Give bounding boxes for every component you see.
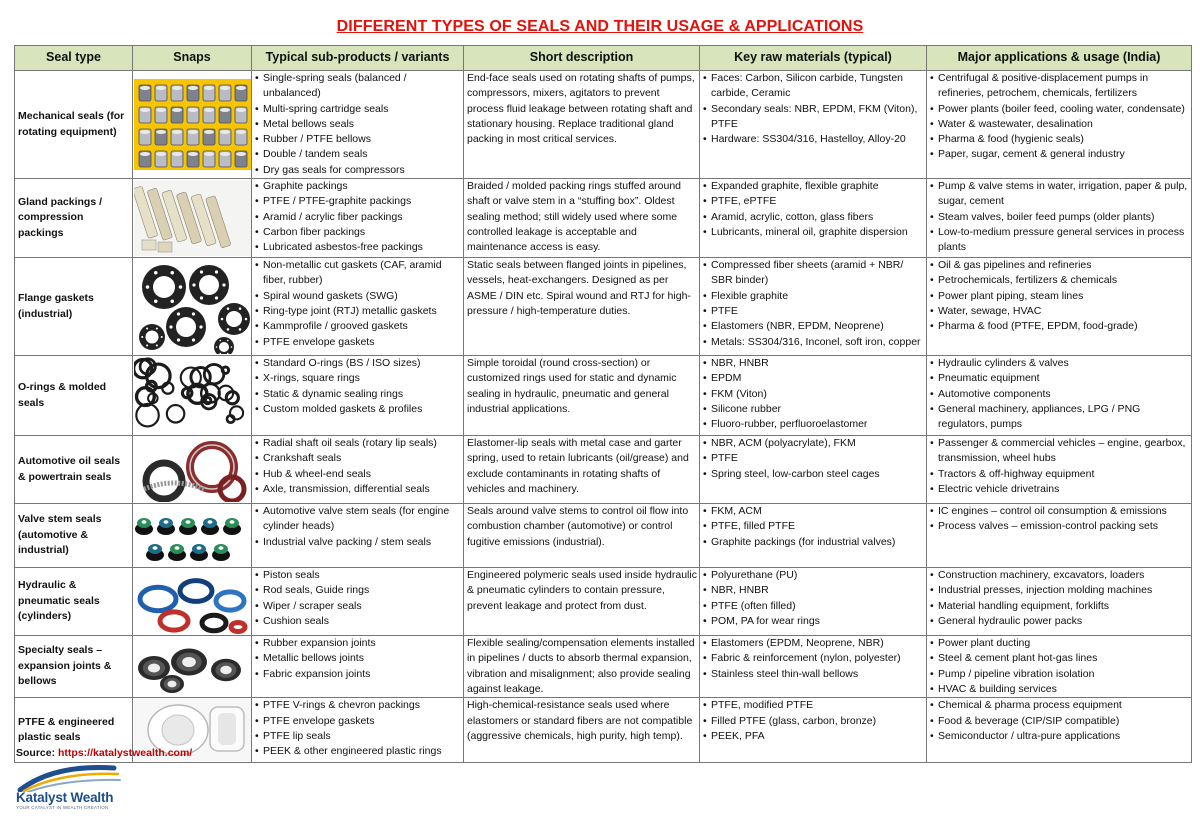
materials-item: • Spring steel, low-carbon steel cages — [703, 467, 924, 482]
applications-item: • Low-to-medium pressure general services in process plants — [930, 225, 1189, 256]
snap-cell — [133, 179, 252, 258]
column-header-description: Short description — [464, 46, 700, 71]
logo-name: Katalyst Wealth — [16, 790, 114, 805]
variants-item: • Spiral wound gaskets (SWG) — [255, 289, 461, 304]
snap-cell — [133, 568, 252, 636]
materials-item: • PTFE, filled PTFE — [703, 519, 924, 534]
variants-item: • PTFE V-rings & chevron packings — [255, 698, 461, 713]
materials-item: • Expanded graphite, flexible graphite — [703, 179, 924, 194]
materials-item: • Metals: SS304/316, Inconel, soft iron, copper — [703, 335, 924, 350]
materials-item: • Compressed fiber sheets (aramid + NBR/ SBR binder) — [703, 258, 924, 289]
applications-list — [930, 179, 1189, 255]
materials-item: • NBR, HNBR — [703, 583, 924, 598]
variants-cell — [252, 179, 464, 258]
applications-cell — [927, 71, 1192, 179]
oil-seals-photo — [134, 437, 251, 502]
materials-item: • EPDM — [703, 371, 924, 386]
applications-cell — [927, 356, 1192, 436]
table-row — [15, 258, 1192, 356]
seal-type-cell: Hydraulic & pneumatic seals (cylinders) — [15, 568, 133, 636]
variants-item: • Cushion seals — [255, 614, 461, 629]
variants-item: • Hub & wheel-end seals — [255, 467, 461, 482]
applications-list — [930, 504, 1189, 535]
variants-item: • Kammprofile / grooved gaskets — [255, 319, 461, 334]
gland-packings-photo — [134, 180, 251, 256]
materials-item: • PTFE, modified PTFE — [703, 698, 924, 713]
materials-list — [703, 356, 924, 432]
expansion-joints-photo — [134, 638, 251, 696]
applications-list — [930, 71, 1189, 163]
variants-list — [255, 504, 461, 550]
materials-list — [703, 636, 924, 682]
materials-item: • Elastomers (NBR, EPDM, Neoprene) — [703, 319, 924, 334]
applications-list — [930, 698, 1189, 744]
applications-list — [930, 636, 1189, 697]
applications-item: • Semiconductor / ultra-pure applications — [930, 729, 1189, 744]
applications-item: • Water, sewage, HVAC — [930, 304, 1189, 319]
materials-cell — [700, 71, 927, 179]
applications-item: • General machinery, appliances, LPG / PNG regulators, pumps — [930, 402, 1189, 433]
applications-cell — [927, 698, 1192, 763]
table-header-row — [15, 46, 1192, 71]
variants-list — [255, 258, 461, 350]
variants-item: • Rubber expansion joints — [255, 636, 461, 651]
o-rings-photo — [134, 357, 251, 434]
variants-list — [255, 356, 461, 417]
seal-type-cell: PTFE & engineered plastic seals — [15, 698, 133, 763]
applications-item: • Industrial presses, injection molding machines — [930, 583, 1189, 598]
variants-item: • Dry gas seals for compressors — [255, 163, 461, 178]
description-cell: End-face seals used on rotating shafts of pumps, compressors, mixers, agitators to prevent process fluid leakage between rotating shaft and stationary housing. Replace traditional gland packing in most critical services. — [464, 71, 700, 179]
variants-item: • Metal bellows seals — [255, 117, 461, 132]
variants-item: • Aramid / acrylic fiber packings — [255, 210, 461, 225]
applications-item: • Pharma & food (PTFE, EPDM, food-grade) — [930, 319, 1189, 334]
materials-item: • Silicone rubber — [703, 402, 924, 417]
materials-cell — [700, 258, 927, 356]
variants-list — [255, 698, 461, 759]
seal-type-cell: Specialty seals – expansion joints & bellows — [15, 636, 133, 698]
seal-type-cell: Mechanical seals (for rotating equipment) — [15, 71, 133, 179]
materials-cell — [700, 504, 927, 568]
description-cell: Flexible sealing/compensation elements installed in pipelines / ducts to absorb thermal expansion, vibration and misalignment; also provide sealing against leakage. — [464, 636, 700, 698]
variants-item: • X-rings, square rings — [255, 371, 461, 386]
seal-type-cell: Flange gaskets (industrial) — [15, 258, 133, 356]
variants-item: • Radial shaft oil seals (rotary lip seals) — [255, 436, 461, 451]
materials-item: • FKM, ACM — [703, 504, 924, 519]
column-header-variants: Typical sub-products / variants — [252, 46, 464, 71]
variants-item: • Non-metallic cut gaskets (CAF, aramid fiber, rubber) — [255, 258, 461, 289]
applications-item: • Automotive components — [930, 387, 1189, 402]
applications-cell — [927, 179, 1192, 258]
materials-cell — [700, 356, 927, 436]
variants-item: • PTFE lip seals — [255, 729, 461, 744]
source-note — [16, 747, 192, 759]
applications-list — [930, 258, 1189, 334]
seal-type-cell: Automotive oil seals & powertrain seals — [15, 436, 133, 504]
seal-type-cell: Gland packings / compression packings — [15, 179, 133, 258]
applications-item: • IC engines – control oil consumption & emissions — [930, 504, 1189, 519]
table-row — [15, 436, 1192, 504]
applications-list — [930, 356, 1189, 432]
variants-item: • Crankshaft seals — [255, 451, 461, 466]
source-label: Source: — [16, 747, 59, 759]
applications-item: • Steel & cement plant hot-gas lines — [930, 651, 1189, 666]
applications-item: • Water & wastewater, desalination — [930, 117, 1189, 132]
materials-item: • Fabric & reinforcement (nylon, polyester) — [703, 651, 924, 666]
column-header-snaps: Snaps — [133, 46, 252, 71]
applications-item: • Pump / pipeline vibration isolation — [930, 667, 1189, 682]
materials-item: • Lubricants, mineral oil, graphite dispersion — [703, 225, 924, 240]
applications-cell — [927, 504, 1192, 568]
variants-item: • Automotive valve stem seals (for engine cylinder heads) — [255, 504, 461, 535]
column-header-applications: Major applications & usage (India) — [927, 46, 1192, 71]
applications-item: • Passenger & commercial vehicles – engine, gearbox, transmission, wheel hubs — [930, 436, 1189, 467]
materials-item: • Polyurethane (PU) — [703, 568, 924, 583]
variants-item: • Lubricated asbestos-free packings — [255, 240, 461, 255]
variants-cell — [252, 356, 464, 436]
applications-cell — [927, 258, 1192, 356]
materials-list — [703, 568, 924, 629]
table-row — [15, 71, 1192, 179]
materials-cell — [700, 436, 927, 504]
variants-item: • Industrial valve packing / stem seals — [255, 535, 461, 550]
variants-item: • PEEK & other engineered plastic rings — [255, 744, 461, 759]
seal-type-cell: Valve stem seals (automotive & industrial) — [15, 504, 133, 568]
materials-item: • Faces: Carbon, Silicon carbide, Tungsten carbide, Ceramic — [703, 71, 924, 102]
applications-item: • Pump & valve stems in water, irrigation, paper & pulp, sugar, cement — [930, 179, 1189, 210]
snap-cell — [133, 436, 252, 504]
variants-item: • Metallic bellows joints — [255, 651, 461, 666]
applications-item: • Power plants (boiler feed, cooling water, condensate) — [930, 102, 1189, 117]
variants-list — [255, 636, 461, 682]
variants-item: • Static & dynamic sealing rings — [255, 387, 461, 402]
description-cell: High-chemical-resistance seals used where elastomers or standard fibers are not compatible (aggressive chemicals, high purity, high temp). — [464, 698, 700, 763]
variants-item: • Ring-type joint (RTJ) metallic gaskets — [255, 304, 461, 319]
snap-cell — [133, 258, 252, 356]
variants-item: • Carbon fiber packings — [255, 225, 461, 240]
applications-cell — [927, 636, 1192, 698]
materials-item: • PTFE — [703, 304, 924, 319]
description-cell: Braided / molded packing rings stuffed around shaft or valve stem in a “stuffing box”. Oldest sealing method; still widely used where some controlled leakage is acceptable and maintenance access is easy. — [464, 179, 700, 258]
applications-item: • Steam valves, boiler feed pumps (older plants) — [930, 210, 1189, 225]
snap-cell — [133, 71, 252, 179]
description-cell: Elastomer-lip seals with metal case and garter spring, used to retain lubricants (oil/grease) and exclude contaminants in rotating shafts of vehicles and machinery. — [464, 436, 700, 504]
description-cell: Seals around valve stems to control oil flow into combustion chamber (automotive) or control fugitive emissions (industrial). — [464, 504, 700, 568]
mechanical-seals-photo — [134, 79, 251, 170]
materials-item: • Flexible graphite — [703, 289, 924, 304]
materials-item: • FKM (Viton) — [703, 387, 924, 402]
materials-list — [703, 71, 924, 147]
variants-list — [255, 568, 461, 629]
variants-list — [255, 436, 461, 497]
variants-cell — [252, 71, 464, 179]
materials-item: • PEEK, PFA — [703, 729, 924, 744]
materials-item: • Hardware: SS304/316, Hastelloy, Alloy-20 — [703, 132, 924, 147]
applications-item: • Construction machinery, excavators, loaders — [930, 568, 1189, 583]
variants-cell — [252, 698, 464, 763]
applications-cell — [927, 568, 1192, 636]
applications-list — [930, 568, 1189, 629]
materials-cell — [700, 179, 927, 258]
description-cell: Simple toroidal (round cross-section) or customized rings used for static and dynamic sealing in hydraulic, pneumatic and general industrial applications. — [464, 356, 700, 436]
materials-list — [703, 436, 924, 482]
variants-list — [255, 179, 461, 255]
table-row — [15, 179, 1192, 258]
materials-item: • Secondary seals: NBR, EPDM, FKM (Viton), PTFE — [703, 102, 924, 133]
materials-item: • NBR, HNBR — [703, 356, 924, 371]
variants-cell — [252, 504, 464, 568]
materials-cell — [700, 698, 927, 763]
applications-item: • Paper, sugar, cement & general industry — [930, 147, 1189, 162]
applications-item: • HVAC & building services — [930, 682, 1189, 697]
materials-item: • PTFE — [703, 451, 924, 466]
materials-item: • POM, PA for wear rings — [703, 614, 924, 629]
applications-item: • Centrifugal & positive-displacement pumps in refineries, petrochem, chemicals, fertilizers — [930, 71, 1189, 102]
variants-cell — [252, 258, 464, 356]
materials-item: • Aramid, acrylic, cotton, glass fibers — [703, 210, 924, 225]
table-row — [15, 504, 1192, 568]
applications-item: • Hydraulic cylinders & valves — [930, 356, 1189, 371]
materials-item: • Filled PTFE (glass, carbon, bronze) — [703, 714, 924, 729]
description-cell: Static seals between flanged joints in pipelines, vessels, heat-exchangers. Designed as per ASME / DIN etc. Spiral wound and RTJ for high-pressure / high-temperature duties. — [464, 258, 700, 356]
variants-cell — [252, 636, 464, 698]
variants-item: • Single-spring seals (balanced / unbalanced) — [255, 71, 461, 102]
page-title: DIFFERENT TYPES OF SEALS AND THEIR USAGE & APPLICATIONS — [336, 18, 864, 35]
flange-gaskets-photo — [134, 259, 251, 354]
variants-item: • Axle, transmission, differential seals — [255, 482, 461, 497]
variants-item: • Wiper / scraper seals — [255, 599, 461, 614]
snap-cell — [133, 504, 252, 568]
applications-item: • Process valves – emission-control packing sets — [930, 519, 1189, 534]
applications-list — [930, 436, 1189, 497]
applications-item: • Pharma & food (hygienic seals) — [930, 132, 1189, 147]
applications-item: • Power plant ducting — [930, 636, 1189, 651]
column-header-materials: Key raw materials (typical) — [700, 46, 927, 71]
variants-item: • PTFE envelope gaskets — [255, 714, 461, 729]
materials-list — [703, 258, 924, 350]
table-row — [15, 636, 1192, 698]
materials-cell — [700, 636, 927, 698]
variants-item: • Double / tandem seals — [255, 147, 461, 162]
seals-table — [14, 45, 1192, 763]
materials-item: • Elastomers (EPDM, Neoprene, NBR) — [703, 636, 924, 651]
materials-list — [703, 504, 924, 550]
variants-item: • Rubber / PTFE bellows — [255, 132, 461, 147]
variants-item: • Standard O-rings (BS / ISO sizes) — [255, 356, 461, 371]
column-header-seal-type: Seal type — [15, 46, 133, 71]
logo-swoosh-icon — [14, 760, 130, 792]
applications-item: • General hydraulic power packs — [930, 614, 1189, 629]
description-cell: Engineered polymeric seals used inside hydraulic & pneumatic cylinders to contain pressure, prevent leakage and protect from dust. — [464, 568, 700, 636]
variants-item: • Rod seals, Guide rings — [255, 583, 461, 598]
materials-list — [703, 698, 924, 744]
applications-item: • Material handling equipment, forklifts — [930, 599, 1189, 614]
applications-item: • Power plant piping, steam lines — [930, 289, 1189, 304]
materials-item: • Fluoro-rubber, perfluoroelastomer — [703, 417, 924, 432]
applications-cell — [927, 436, 1192, 504]
variants-item: • PTFE envelope gaskets — [255, 335, 461, 350]
variants-item: • Piston seals — [255, 568, 461, 583]
materials-cell — [700, 568, 927, 636]
variants-item: • Graphite packings — [255, 179, 461, 194]
variants-item: • Custom molded gaskets & profiles — [255, 402, 461, 417]
materials-item: • PTFE, ePTFE — [703, 194, 924, 209]
hydraulic-seals-photo — [134, 569, 251, 634]
variants-cell — [252, 436, 464, 504]
applications-item: • Chemical & pharma process equipment — [930, 698, 1189, 713]
materials-item: • PTFE (often filled) — [703, 599, 924, 614]
source-link[interactable]: https://katalystwealth.com/ — [58, 747, 193, 759]
applications-item: • Petrochemicals, fertilizers & chemicals — [930, 273, 1189, 288]
snap-cell — [133, 636, 252, 698]
variants-list — [255, 71, 461, 178]
materials-item: • Graphite packings (for industrial valves) — [703, 535, 924, 550]
applications-item: • Tractors & off-highway equipment — [930, 467, 1189, 482]
materials-list — [703, 179, 924, 240]
applications-item: • Food & beverage (CIP/SIP compatible) — [930, 714, 1189, 729]
applications-item: • Oil & gas pipelines and refineries — [930, 258, 1189, 273]
snap-cell — [133, 356, 252, 436]
materials-item: • NBR, ACM (polyacrylate), FKM — [703, 436, 924, 451]
table-row — [15, 356, 1192, 436]
variants-item: • PTFE / PTFE-graphite packings — [255, 194, 461, 209]
variants-item: • Multi-spring cartridge seals — [255, 102, 461, 117]
applications-item: • Pneumatic equipment — [930, 371, 1189, 386]
materials-item: • Stainless steel thin-wall bellows — [703, 667, 924, 682]
seal-type-cell: O-rings & molded seals — [15, 356, 133, 436]
applications-item: • Electric vehicle drivetrains — [930, 482, 1189, 497]
variants-cell — [252, 568, 464, 636]
table-row — [15, 568, 1192, 636]
variants-item: • Fabric expansion joints — [255, 667, 461, 682]
valve-stem-seals-photo — [134, 505, 251, 566]
logo-tagline: YOUR CATALYST IN WEALTH CREATION — [16, 805, 109, 810]
katalyst-wealth-logo — [14, 760, 130, 812]
